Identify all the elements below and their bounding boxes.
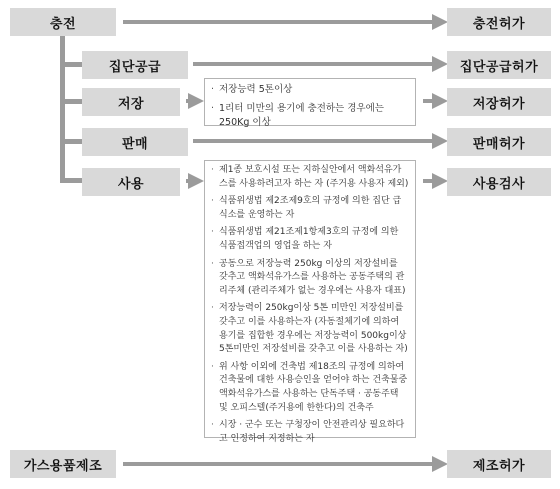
category-charge: 충전 <box>10 8 116 36</box>
category-group-supply: 집단공급 <box>82 51 188 79</box>
use-condition-item: · 위 사항 이외에 건축법 제18조의 규정에 의하여 건축물에 대한 사용승인을 얻어야 하는 건축물중 액화석유가스를 사용하는 단독주택 · 공동주택 및 오피스텔(주거용에 한한다)의 건축주 <box>219 361 409 415</box>
permit-manufacture: 제조허가 <box>447 450 551 478</box>
storage-conditions-note <box>204 78 416 126</box>
permit-charge: 충전허가 <box>447 8 551 36</box>
category-gas-product-manufacture: 가스용품제조 <box>10 450 116 478</box>
use-condition-item: · 저장능력이 250kg이상 5톤 미만인 저장설비를 갖추고 이를 사용하는자 (자동절체기에 의하여 용기를 집합한 경우에는 저장능력이 500kg이상 5톤미만인 저장설비를 갖추고 이를 사용하는 자) <box>219 302 409 356</box>
use-condition-item: · 제1종 보호시설 또는 지하실안에서 액화석유가스를 사용하려고자 하는 자 (주거용 사용자 제외) <box>219 164 409 191</box>
use-condition-item: · 공동으로 저장능력 250kg 이상의 저장설비를 갖추고 액화석유가스를 사용하는 공동주택의 관리주체 (관리주체가 없는 경우에는 사용자 대표) <box>219 258 409 299</box>
category-use: 사용 <box>82 168 180 196</box>
use-condition-item: · 시장 · 군수 또는 구청장이 안전관리상 필요하다고 인정하여 지정하는 자 <box>219 419 409 446</box>
category-sales: 판매 <box>82 128 188 156</box>
use-conditions-note <box>204 160 416 444</box>
storage-condition-item: · 저장능력 5톤이상 <box>219 83 409 98</box>
permit-storage: 저장허가 <box>447 88 551 116</box>
category-storage: 저장 <box>82 88 180 116</box>
permit-use-inspection: 사용검사 <box>447 168 551 196</box>
storage-condition-item: · 1리터 미만의 용기에 충전하는 경우에는 250Kg 이상 <box>219 102 409 131</box>
permit-group-supply: 집단공급허가 <box>447 51 551 79</box>
permit-sales: 판매허가 <box>447 128 551 156</box>
use-condition-item: · 식품위생법 제21조제1항제3호의 규정에 의한 식품접객업의 영업을 하는 자 <box>219 226 409 253</box>
use-condition-item: · 식품위생법 제2조제9호의 규정에 의한 집단 급식소를 운영하는 자 <box>219 195 409 222</box>
